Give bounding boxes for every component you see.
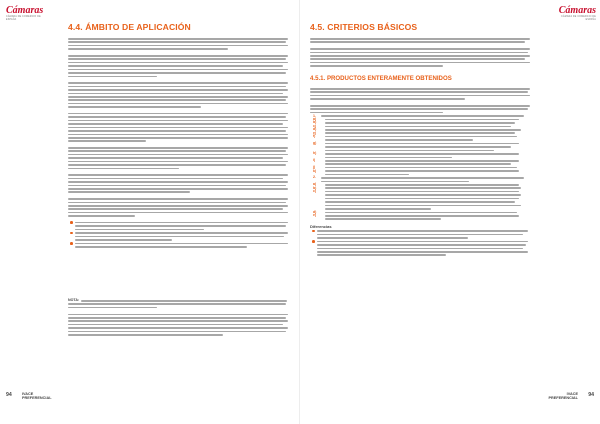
differences-heading: Diferencias [310,224,332,229]
footer-left-line1: IVACE [22,392,34,396]
note-text [68,300,290,338]
camaras-logo-right [556,6,596,22]
page-number-right: 94 [588,392,594,398]
right-page [300,0,600,424]
page-number-left: 94 [6,392,12,398]
note-label: NOTA: [68,298,80,302]
logo-tagline: CÁMARA DE COMERCIO DE ESPAÑA [6,16,41,21]
left-body-text [68,38,290,249]
footer-right [548,392,578,401]
section-title-right: 4.5. CRITERIOS BÁSICOS [310,22,418,32]
footer-left-line2: PREFERENCIAL [22,396,52,401]
footer-right-line1: IVACE [566,392,578,396]
footer-right-line2: PREFERENCIAL [548,396,578,401]
right-intro-text [310,38,532,69]
logo-tagline-right: CÁMARA DE COMERCIO DE ESPAÑA [561,16,596,21]
camaras-logo [6,6,50,22]
logo-brand-text: Cámaras [6,5,44,16]
footer-left [22,392,52,401]
subsection-title: 4.5.1. PRODUCTOS ENTERAMENTE OBTENIDOS [310,75,452,82]
section-title-left: 4.4. ÁMBITO DE APLICACIÓN [68,22,191,32]
logo-brand-text-right: Cámaras [558,5,596,16]
right-body-text: 1. a) b) c) d) e) f) g) h) i) j) k) 2. a) b) c) d) e) Diferencias [310,88,532,258]
